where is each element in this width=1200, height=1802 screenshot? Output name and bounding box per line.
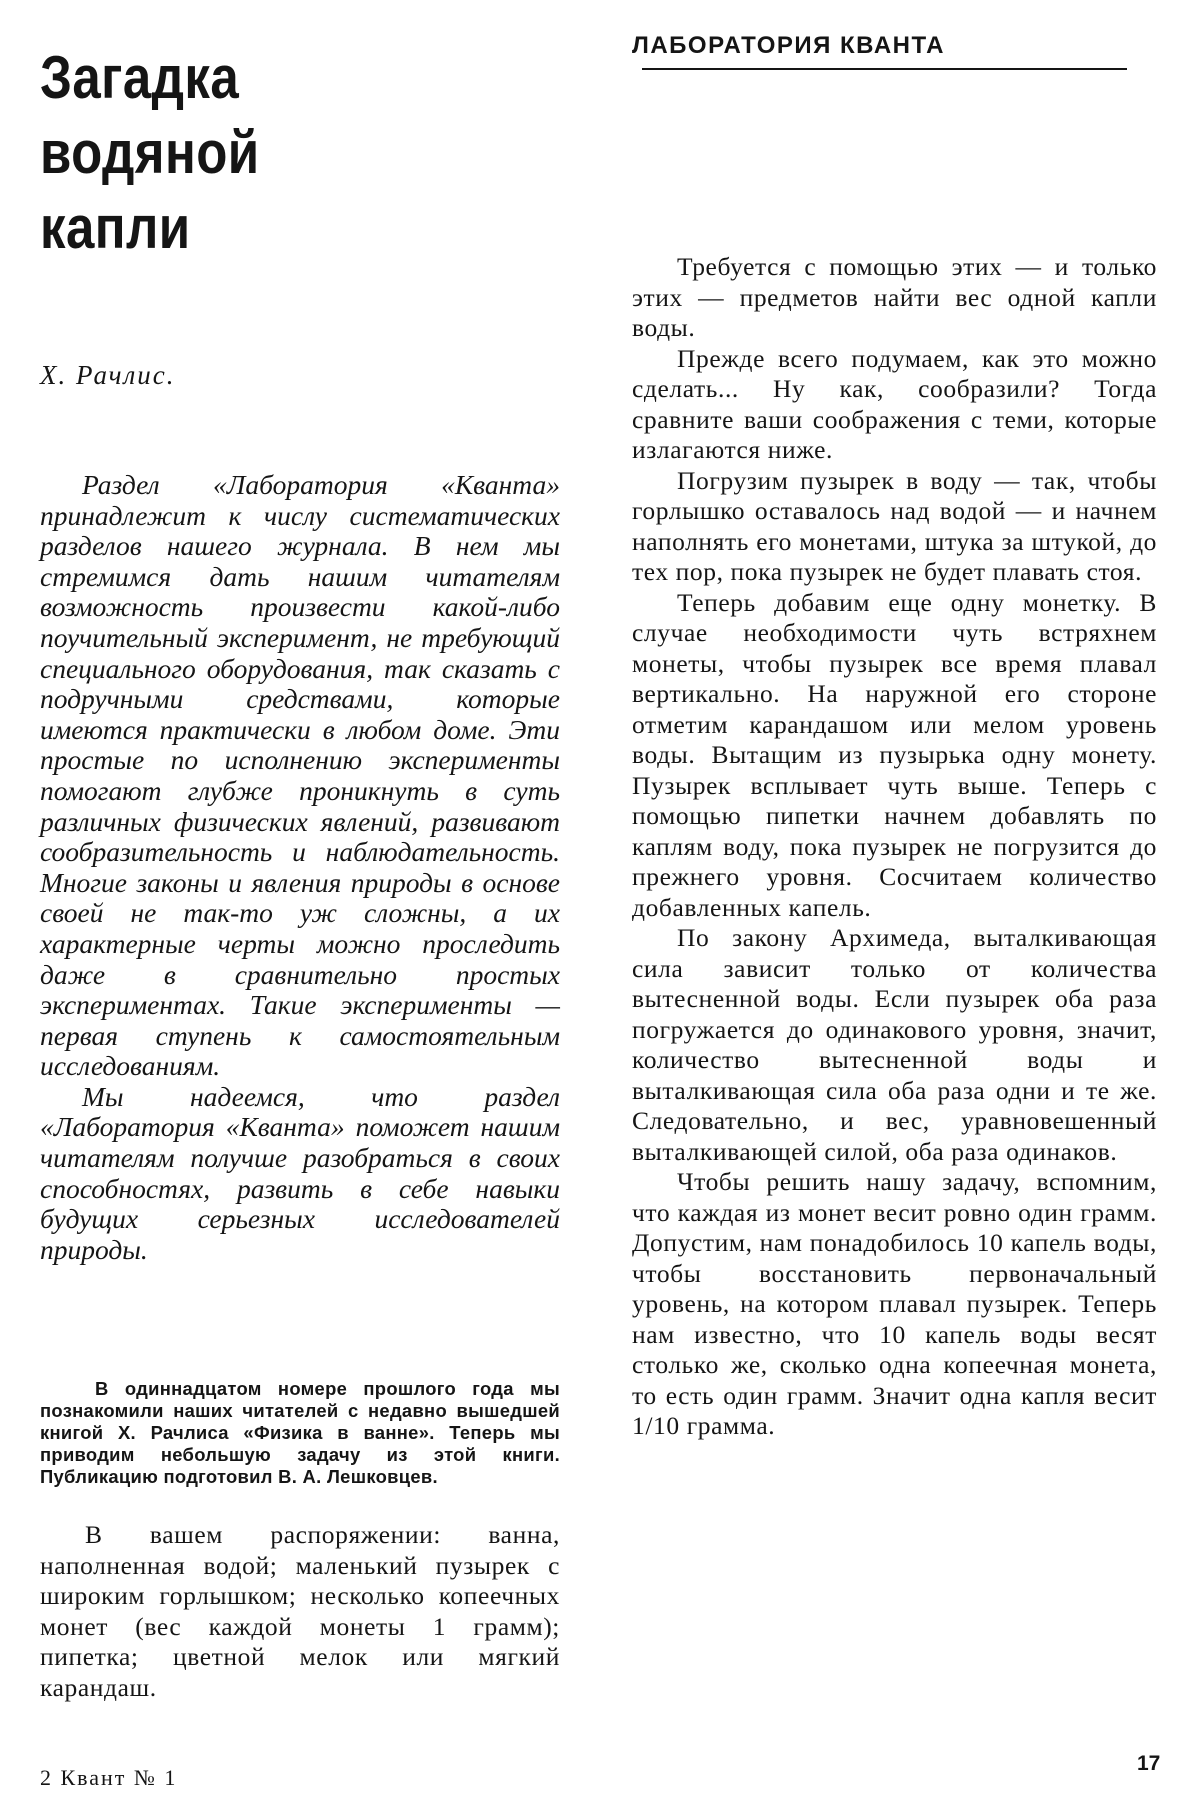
body-paragraph: Требуется с помощью этих — и только этих — предметов найти вес одной капли воды.: [632, 252, 1157, 342]
left-column: [40, 40, 560, 1702]
article-title: [40, 40, 482, 265]
body-paragraph: Прежде всего подумаем, как это можно сделать... Ну как, сообразили? Тогда сравните ваши соображения с теми, которые излагаются ниже.: [632, 343, 1157, 464]
intro-paragraph: Раздел «Лаборатория «Кванта» принадлежит к числу систематических разделов нашего журнала. В нем мы стремимся дать нашим читателям возможность произвести какой-либо поучительный эксперимент, не требующий специального оборудования, так сказать с подручными средствами, которые имеются практически в любом доме. Эти простые по исполнению эксперименты помогают глубже проникнуть в суть различных физических явлений, развивают сообразительность и наблюдательность. Многие законы и явления природы в основе своей не так-то уж сложны, а их характерные черты можно проследить даже в сравнительно простых экспериментах. Такие эксперименты — первая ступень к самостоятельным исследованиям.: [40, 469, 560, 1082]
body-paragraph: По закону Архимеда, выталкивающая сила зависит только от количества вытесненной воды. Если пузырек оба раза погружается до одинакового уровня, значит, количество вытесненной воды и выталкивающая сила оба раза одни и те же. Следовательно, и вес, уравновешенный выталкивающей силой, оба раза одинаков.: [632, 923, 1157, 1166]
intro-paragraph: Мы надеемся, что раздел «Лаборатория «Кванта» поможет нашим читателям получше разобраться в своих способностях, развить в себе навыки будущих серьезных исследователей природы.: [40, 1080, 560, 1265]
title-line: капли: [40, 194, 191, 261]
editor-note: В одиннадцатом номере прошлого года мы познакомили наших читателей с недавно вышедшей книгой Х. Рачлиса «Физика в ванне». Теперь мы приводим небольшую задачу из этой книги. Публикацию подготовил В. А. Лешковцев.: [40, 1378, 560, 1487]
page-number: 17: [1137, 1752, 1161, 1775]
section-header-rule: [642, 68, 1127, 70]
body-paragraph: Погрузим пузырек в воду — так, чтобы горлышко оставалось над водой — и начнем наполнять его монетами, штука за штукой, до тех пор, пока пузырек не будет плавать стоя.: [632, 465, 1157, 586]
section-intro: [40, 470, 560, 1265]
title-line: водяной: [40, 119, 260, 186]
body-paragraph: Теперь добавим еще одну монетку. В случае необходимости чуть встряхнем монеты, чтобы пузырек все время плавал вертикально. На наружной его стороне отметим карандашом или мелом уровень воды. Вытащим из пузырька одну монету. Пузырек всплывает чуть выше. Теперь с помощью пипетки начнем добавлять по каплям воду, пока пузырек не погрузится до прежнего уровня. Сосчитаем количество добавленных капель.: [632, 587, 1157, 922]
body-text-right: [632, 252, 1157, 1442]
section-header: ЛАБОРАТОРИЯ КВАНТА: [632, 32, 945, 59]
issue-signature: 2 Квант № 1: [40, 1765, 178, 1790]
title-line: Загадка: [40, 44, 240, 111]
author-name: Х. Рачлис.: [40, 360, 176, 390]
body-paragraph: Чтобы решить нашу задачу, вспомним, что каждая из монет весит ровно один грамм. Допустим, нам понадобилось 10 капель воды, чтобы восстановить первоначальный уровень, на котором плавал пузырек. Теперь нам известно, что 10 капель воды весят столько же, сколько одна копеечная монета, то есть один грамм. Значит одна капля весит 1/10 грамма.: [632, 1167, 1157, 1440]
right-column: [632, 32, 1157, 1440]
body-paragraph: В вашем распоряжении: ванна, наполненная водой; маленький пузырек с широким горлышком; несколько копеечных монет (вес каждой монеты 1 грамм); пипетка; цветной мелок или мягкий карандаш.: [40, 1520, 560, 1702]
body-text-left: [40, 1520, 560, 1703]
